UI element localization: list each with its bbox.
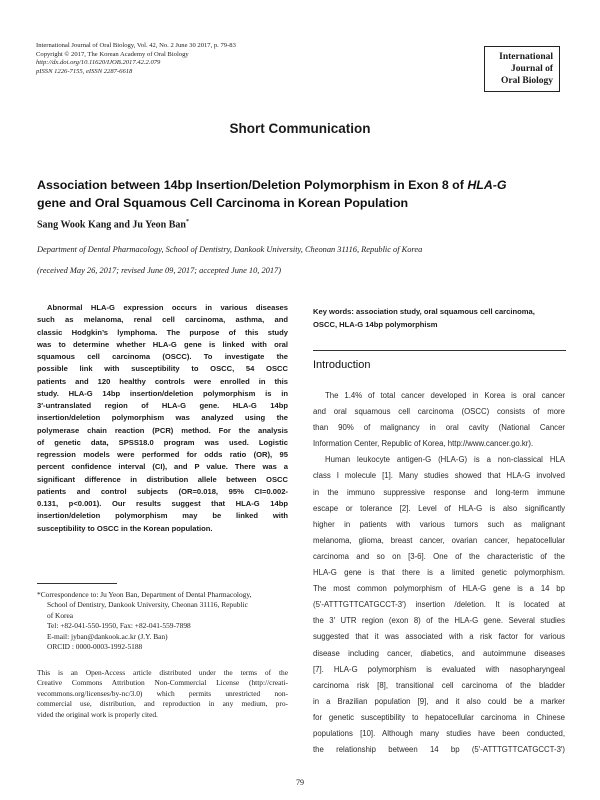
introduction-heading: Introduction bbox=[313, 359, 371, 371]
footnote-line: Tel: +82-041-550-1950, Fax: +82-041-559-7898 bbox=[47, 621, 191, 631]
abstract-line: regression models were performed for odds ratio (OR), 95 bbox=[37, 450, 288, 459]
affiliation: Department of Dental Pharmacology, School of Dentistry, Dankook University, Cheonan 31116, Republic of Korea bbox=[37, 245, 423, 254]
body-line: in a Brazilian population [9], and it also could be a marker bbox=[313, 696, 565, 706]
submission-dates: (received May 26, 2017; revised June 09, 2017; accepted June 10, 2017) bbox=[37, 266, 282, 275]
abstract-line: classic Hodgkin’s lymphoma. The purpose of this study bbox=[37, 327, 288, 337]
abstract bbox=[37, 302, 288, 535]
abstract-line: was to determine whether HLA-G gene is linked with oral bbox=[37, 339, 288, 349]
body-line: higher in patients with various tumors such as malignant bbox=[313, 519, 565, 529]
correspondence-footnote bbox=[37, 590, 292, 652]
license-line: commercial use, distribution, and reproduction in any medium, pro- bbox=[37, 699, 288, 709]
abstract-line: possible link with susceptibility to OSCC, 54 OSCC bbox=[37, 364, 288, 374]
body-line: Information Center, Republic of Korea, http://www.cancer.go.kr). bbox=[313, 439, 534, 449]
title-line-2: gene and Oral Squamous Cell Carcinoma in Korean Population bbox=[37, 196, 409, 210]
abstract-line: study. HLA-G 14bp insertion/deletion polymorphism is in bbox=[37, 388, 288, 398]
abstract-line: polymerase chain reaction (PCR) method. For the analysis bbox=[37, 425, 288, 435]
license-line: This is an Open-Access article distributed under the terms of the bbox=[37, 668, 288, 677]
article-title bbox=[37, 176, 567, 212]
license-line: vided the original work is properly cited. bbox=[37, 709, 158, 719]
body-line: populations [10]. Although many studies have been conducted, bbox=[313, 728, 565, 738]
copyright-line: Copyright © 2017, The Korean Academy of Oral Biology bbox=[36, 50, 189, 58]
body-line: carcinoma risk [8], transitional cell carcinoma of the bladder bbox=[313, 680, 565, 690]
citation-line: International Journal of Oral Biology, Vol. 42, No. 2 June 30 2017, p. 79-83 bbox=[36, 42, 236, 49]
keywords-line: Key words: association study, oral squamous cell carcinoma, bbox=[313, 307, 535, 316]
footnote-line: *Correspondence to: Ju Yeon Ban, Department of Dental Pharmacology, bbox=[37, 590, 252, 599]
body-line: [7]. HLA-G polymorphism is evaluated with nasopharyngeal bbox=[313, 664, 565, 674]
body-line: the 3′ UTR region (exon 8) of the HLA-G gene. Several studies bbox=[313, 616, 565, 626]
abstract-line: insertion/deletion polymorphism may be linked with bbox=[37, 511, 288, 521]
body-line: The 1.4% of total cancer developed in Korea is oral cancer bbox=[325, 391, 565, 400]
title-gene: HLA-G bbox=[467, 178, 507, 192]
abstract-line: 3′-untranslated region of HLA-G gene. HLA-G 14bp bbox=[37, 401, 288, 410]
body-line: (5′-ATTTGTTCATGCCT-3′) insertion /deletion. It is located at bbox=[313, 600, 565, 610]
footnote-line: School of Dentistry, Dankook University, Cheonan 31116, Republic bbox=[47, 600, 248, 610]
title-line-1: Association between 14bp Insertion/Deletion Polymorphism in Exon 8 of bbox=[37, 178, 468, 192]
section-divider bbox=[313, 350, 566, 351]
abstract-line: 0.131, p<0.001). Our results suggest that HLA-G 14bp bbox=[37, 499, 288, 508]
keywords bbox=[313, 305, 565, 331]
journal-logo-line: International bbox=[499, 52, 553, 62]
abstract-line: squamous cell carcinoma (OSCC). To investigate the bbox=[37, 352, 288, 361]
abstract-line: patients and control subjects (OR=0.018, 95% CI=0.002- bbox=[37, 486, 288, 496]
license-line: Creative Commons Attribution Non-Commercial License (http://creati- bbox=[37, 678, 288, 688]
journal-citation-block bbox=[36, 42, 236, 76]
footnote-orcid: ORCID : 0000-0003-1992-5188 bbox=[47, 642, 143, 652]
article-type-heading: Short Communication bbox=[229, 121, 371, 136]
abstract-line: susceptibility to OSCC in the Korean population. bbox=[37, 523, 213, 533]
author-names: Sang Wook Kang and Ju Yeon Ban bbox=[37, 219, 186, 231]
doi-link[interactable]: http://dx.doi.org/10.11620/IJOB.2017.42.2.079 bbox=[36, 59, 161, 67]
body-line: The most common polymorphism of HLA-G gene is a 14 bp bbox=[313, 584, 565, 594]
body-line: class I molecule [1]. Many studies showed that HLA-G involved bbox=[313, 471, 565, 481]
abstract-line: such as melanoma, renal cell carcinoma, asthma, and bbox=[37, 315, 288, 325]
corresponding-mark: * bbox=[185, 219, 189, 225]
journal-logo-line: Journal of bbox=[511, 64, 553, 74]
abstract-line: percent confidence interval (CI), and P value. There was a bbox=[37, 462, 288, 472]
license-line: vecommons.org/licenses/by-nc/3.0) which permits unrestricted non- bbox=[37, 688, 288, 698]
body-line: escape or tolerance [2]. Level of HLA-G is also significantly bbox=[313, 503, 565, 513]
body-line: and oral squamous cell carcinoma (OSCC) consists of more bbox=[313, 407, 565, 417]
author-list bbox=[37, 219, 189, 230]
journal-logo-box bbox=[484, 46, 560, 92]
body-line: HLA-G gene is that there is a limited genetic polymorphism. bbox=[313, 568, 565, 578]
body-line: in the immuno suppressive response and long-term immune bbox=[313, 487, 565, 497]
footnote-divider bbox=[37, 583, 117, 584]
body-line: for genetic susceptibility to hepatocellular carcinoma in Chinese bbox=[313, 712, 565, 722]
introduction-body bbox=[313, 388, 565, 758]
body-line: disease including cancer, diabetics, and autoimmune diseases bbox=[313, 648, 565, 658]
body-line: the relationship between 14 bp (5′-ATTTGTTCATGCCT-3′) bbox=[313, 745, 565, 755]
keywords-line: OSCC, HLA-G 14bp polymorphism bbox=[313, 320, 438, 329]
body-line: than 90% of malignancy in oral cavity (National Cancer bbox=[313, 423, 565, 433]
journal-logo-line: Oral Biology bbox=[501, 76, 553, 86]
license-notice bbox=[37, 668, 288, 720]
footnote-email[interactable]: E-mail: jyban@dankook.ac.kr (J.Y. Ban) bbox=[47, 631, 168, 641]
body-line: carcinoma and so on [3-6]. One of the characteristic of the bbox=[313, 551, 565, 561]
abstract-line: of genetic data, SPSS18.0 program was used. Logistic bbox=[37, 437, 288, 447]
issn-line: pISSN 1226-7155, eISSN 2287-6618 bbox=[36, 67, 133, 75]
body-line: Human leukocyte antigen-G (HLA-G) is a non-classical HLA bbox=[325, 455, 565, 465]
abstract-line: insertion/deletion polymorphism was analyzed using the bbox=[37, 413, 288, 423]
abstract-line: Abnormal HLA-G expression occurs in various diseases bbox=[47, 303, 288, 312]
abstract-line: significant difference in distribution allele between OSCC bbox=[37, 474, 288, 484]
abstract-line: patients and 120 healthy controls were enrolled in this bbox=[37, 376, 288, 386]
body-line: melanoma, glioma, breast cancer, ovarian cancer, hepatocellular bbox=[313, 535, 565, 545]
body-line: suggested that it was associated with a risk factor for various bbox=[313, 632, 565, 642]
page-number: 79 bbox=[296, 778, 304, 787]
footnote-line: of Korea bbox=[47, 610, 74, 620]
